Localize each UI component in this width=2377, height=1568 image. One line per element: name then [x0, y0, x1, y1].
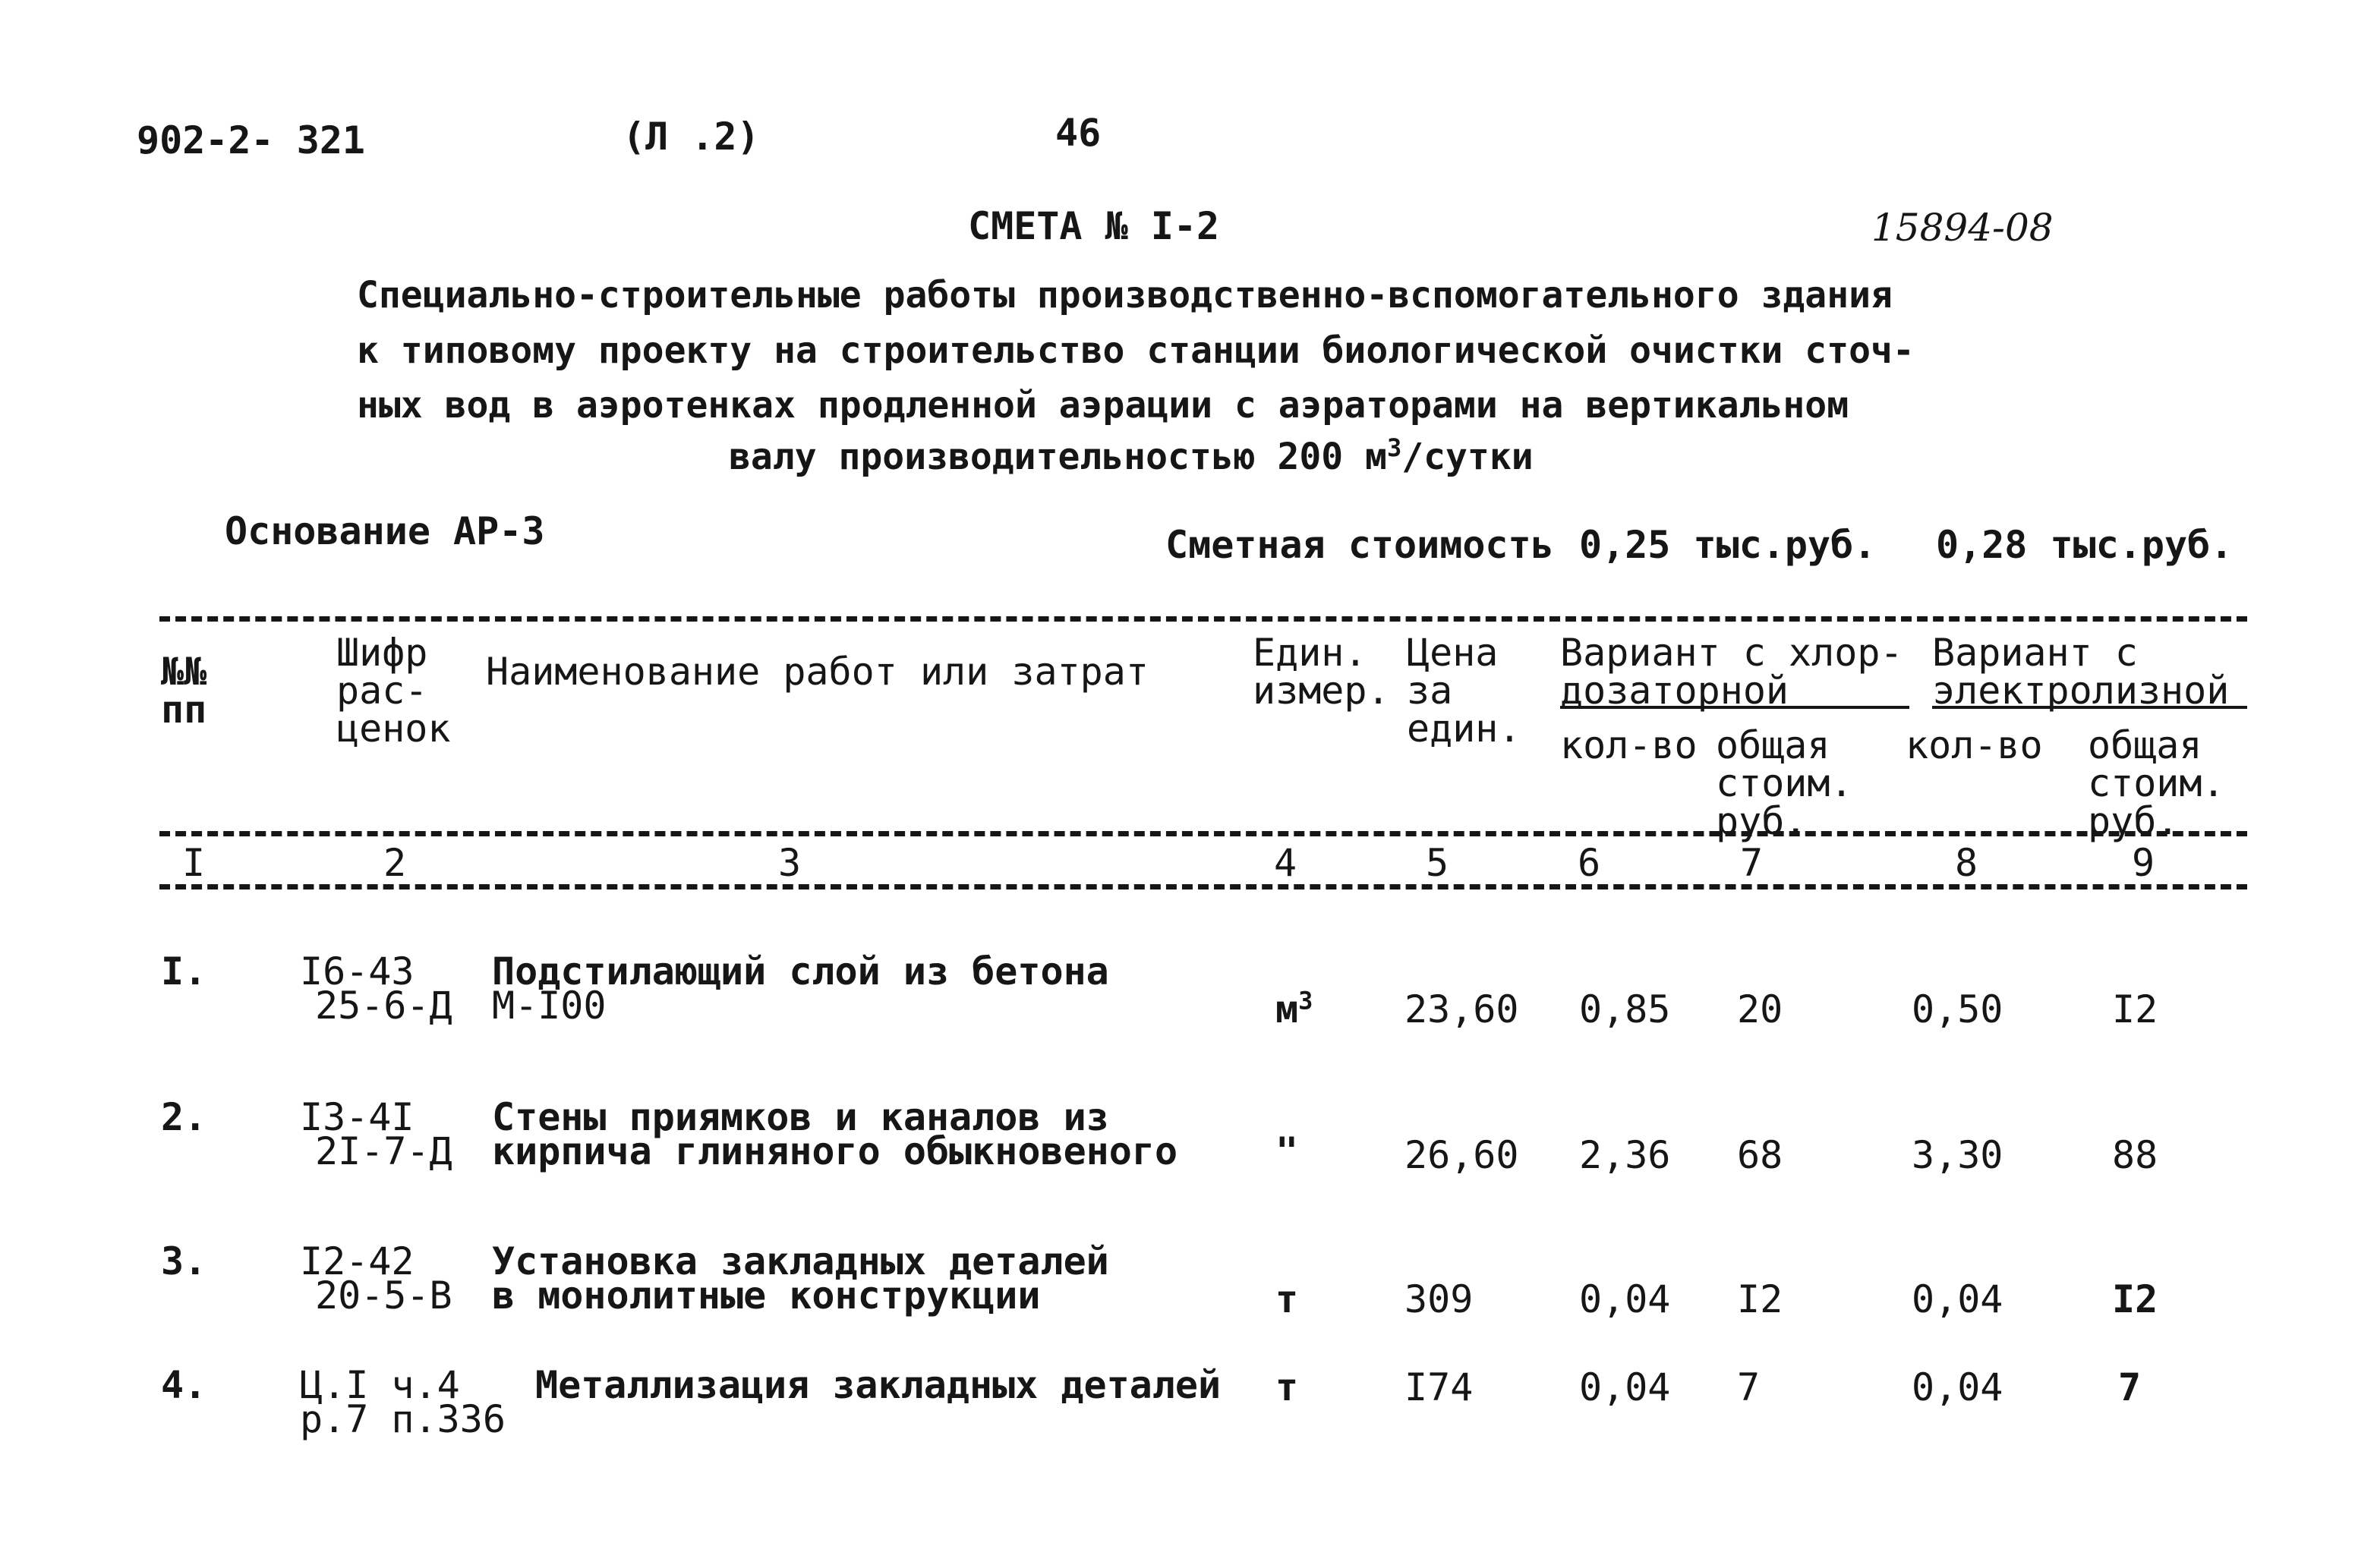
description-line-4 — [729, 433, 1534, 478]
row-unit-sup: 3 — [1298, 986, 1313, 1015]
column-number-4: 4 — [1273, 841, 1297, 885]
row-cost2: I2 — [2112, 987, 2158, 1031]
header-unit-2: измер. — [1253, 669, 1390, 713]
description-line-4-sup: 3 — [1386, 433, 1402, 462]
row-num: 2. — [161, 1095, 207, 1139]
header-price-2: за — [1407, 669, 1453, 713]
header-variant2-2: электролизной — [1932, 669, 2230, 713]
row-qty2: 3,30 — [1912, 1133, 2003, 1177]
header-variant1-1: Вариант с хлор- — [1560, 631, 1903, 675]
header-price-1: Цена — [1407, 631, 1499, 675]
row-num: 3. — [161, 1239, 207, 1283]
row-qty1: 0,85 — [1579, 987, 1671, 1031]
column-number-7: 7 — [1739, 841, 1764, 885]
row-name-1: Стены приямков и каналов из — [492, 1095, 1109, 1139]
row-num: I. — [161, 949, 207, 993]
header-name: Наименование работ или затрат — [486, 650, 1149, 694]
column-number-6: 6 — [1577, 841, 1601, 885]
row-qty1: 2,36 — [1579, 1133, 1671, 1177]
row-qty2: 0,04 — [1912, 1365, 2003, 1409]
row-qty1: 0,04 — [1579, 1277, 1671, 1321]
row-name-1: Металлизация закладных деталей — [535, 1363, 1222, 1407]
header-cost2-2: стоим. — [2088, 761, 2225, 805]
column-number-2: 2 — [383, 841, 407, 885]
row-code-1: I2-42 — [300, 1239, 415, 1283]
description-line-4-text: валу производительностью 200 м — [729, 436, 1387, 478]
row-unit-base: м — [1275, 987, 1299, 1031]
description-line-2: к типовому проекту на строительство станции биологической очистки сточ- — [357, 329, 1915, 372]
header-cost1-1: общая — [1716, 723, 1830, 767]
header-qty1: кол-во — [1560, 723, 1698, 767]
row-price: 309 — [1404, 1277, 1474, 1321]
column-number-9: 9 — [2131, 841, 2155, 885]
header-unit-1: Един. — [1253, 631, 1367, 675]
column-number-8: 8 — [1954, 841, 1978, 885]
row-code-2: р.7 п.336 — [300, 1397, 506, 1441]
header-cost1-3: руб. — [1716, 799, 1808, 843]
row-price: 23,60 — [1404, 987, 1519, 1031]
header-code-2: рас- — [336, 669, 428, 713]
row-qty2: 0,50 — [1912, 987, 2003, 1031]
header-variant2-1: Вариант с — [1932, 631, 2138, 675]
row-name-2: в монолитные конструкции — [492, 1274, 1041, 1318]
stamp-number: 15894-08 — [1871, 206, 2054, 250]
description-line-3: ных вод в аэротенках продленной аэрации с аэраторами на вертикальном — [357, 384, 1849, 427]
sheet-label: (Л .2) — [623, 115, 760, 159]
row-code-1: I3-4I — [300, 1095, 415, 1139]
table-top-rule — [159, 616, 2247, 622]
document-code: 902-2- 321 — [137, 118, 366, 162]
row-code-1: I6-43 — [300, 949, 415, 993]
row-name-2: кирпича глиняного обыкновеного — [492, 1129, 1178, 1173]
header-bottom-rule — [159, 831, 2247, 836]
column-number-1: I — [181, 841, 206, 885]
row-price: 26,60 — [1404, 1133, 1519, 1177]
header-code-1: Шифр — [336, 631, 428, 675]
estimate-label: Сметная стоимость — [1165, 523, 1554, 567]
header-variant1-2: дозаторной — [1560, 669, 1789, 713]
row-price: I74 — [1404, 1365, 1474, 1409]
row-unit: т — [1275, 1365, 1299, 1409]
row-unit: т — [1275, 1277, 1299, 1321]
column-number-rule — [159, 884, 2247, 889]
column-number-3: 3 — [777, 841, 802, 885]
row-name-1: Подстилающий слой из бетона — [492, 949, 1109, 993]
estimate-value-2: 0,28 тыс.руб. — [1936, 523, 2234, 567]
estimate-value-1: 0,25 тыс.руб. — [1579, 523, 1877, 567]
header-code-3: ценок — [336, 707, 451, 751]
row-cost2: 7 — [2118, 1365, 2142, 1409]
description-line-4-tail: /сутки — [1401, 436, 1534, 478]
header-num-1: №№ — [161, 650, 207, 694]
row-name-2: М-I00 — [492, 984, 607, 1028]
page-number: 46 — [1055, 111, 1102, 155]
row-cost2: I2 — [2112, 1277, 2158, 1321]
header-cost1-2: стоим. — [1716, 761, 1853, 805]
row-qty1: 0,04 — [1579, 1365, 1671, 1409]
header-price-3: един. — [1407, 707, 1521, 751]
basis-label: Основание АР-3 — [225, 509, 545, 553]
description-line-1: Специально-строительные работы производственно-вспомогательного здания — [357, 274, 1893, 316]
row-cost1: 68 — [1737, 1133, 1783, 1177]
row-code-2: 25-6-Д — [315, 984, 452, 1028]
row-unit — [1275, 986, 1313, 1031]
row-code-1: Ц.I ч.4 — [300, 1363, 460, 1407]
estimate-title: СМЕТА № I-2 — [968, 204, 1220, 248]
row-cost2: 88 — [2112, 1133, 2158, 1177]
row-code-2: 2I-7-Д — [315, 1129, 452, 1173]
row-unit: " — [1275, 1129, 1299, 1173]
header-qty2: кол-во — [1906, 723, 2043, 767]
column-number-5: 5 — [1425, 841, 1449, 885]
row-cost1: I2 — [1737, 1277, 1783, 1321]
header-cost2-1: общая — [2088, 723, 2202, 767]
row-name-1: Установка закладных деталей — [492, 1239, 1109, 1283]
header-cost2-3: руб. — [2088, 799, 2180, 843]
row-qty2: 0,04 — [1912, 1277, 2003, 1321]
row-cost1: 20 — [1737, 987, 1783, 1031]
header-num-2: пп — [161, 688, 207, 732]
row-code-2: 20-5-В — [315, 1274, 452, 1318]
row-num: 4. — [161, 1363, 207, 1407]
row-cost1: 7 — [1737, 1365, 1761, 1409]
